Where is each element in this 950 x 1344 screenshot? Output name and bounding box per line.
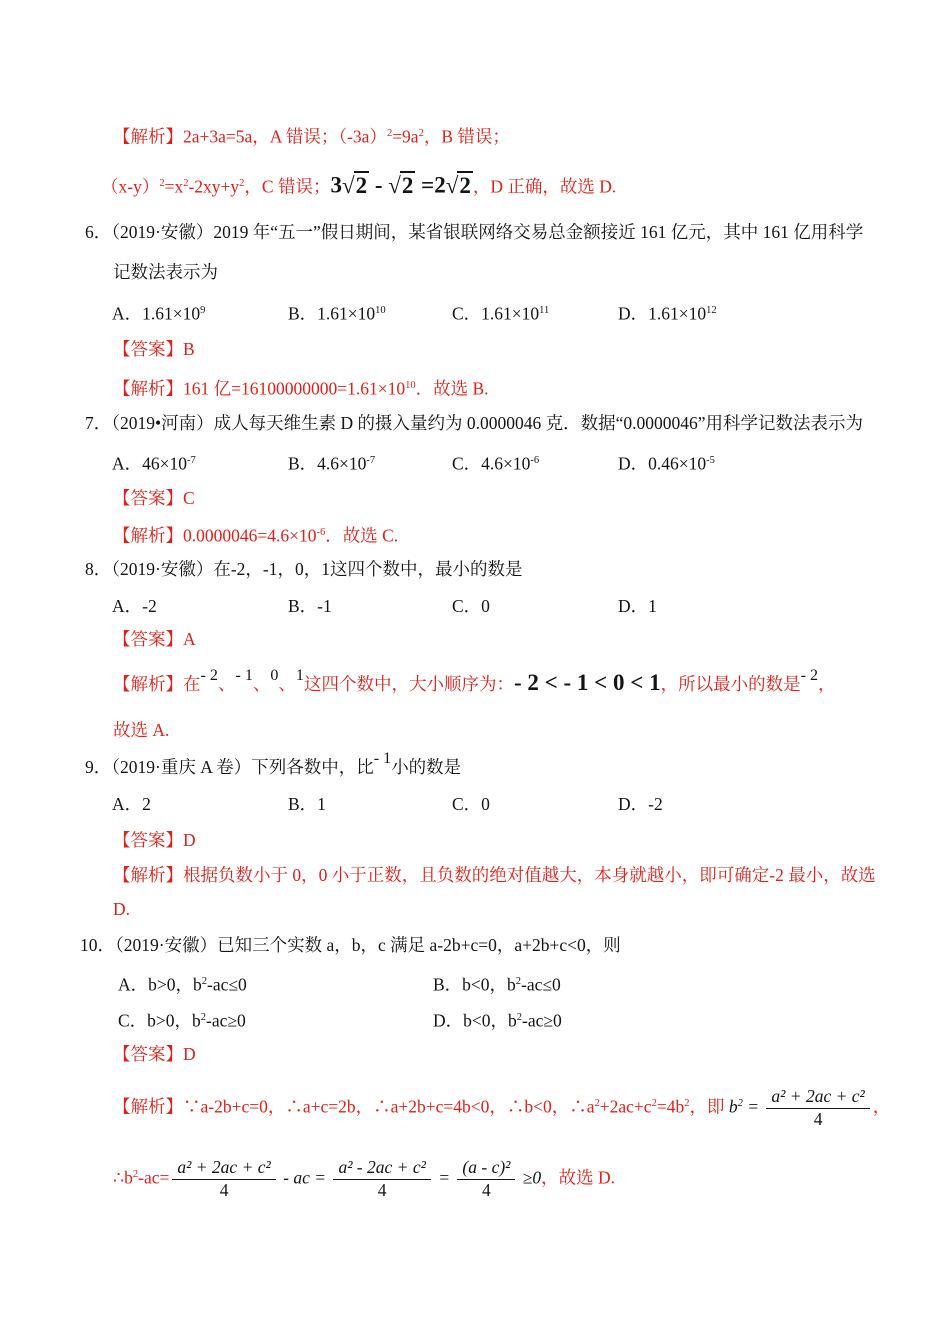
text-run: 9．（2019·重庆 A 卷）下列各数中，比 bbox=[85, 757, 374, 777]
q8-question: 8．（2019·安徽）在-2，-1，0，1这四个数中，最小的数是 bbox=[85, 559, 523, 579]
text-run: （x-y） bbox=[101, 176, 160, 197]
text-run: ，D 正确，故选 D. bbox=[472, 176, 617, 197]
q6-analysis bbox=[85, 368, 900, 404]
fraction-denominator: 4 bbox=[457, 1179, 515, 1201]
superscript: 2 bbox=[684, 1098, 690, 1109]
fraction-denominator: 4 bbox=[172, 1179, 275, 1201]
q10-option-b bbox=[433, 964, 561, 1003]
q6-option-c bbox=[452, 292, 549, 333]
text-run: +2ac+c bbox=[599, 1096, 652, 1117]
text-run: ，B 错误； bbox=[423, 126, 510, 147]
q10-options-row-1 bbox=[85, 964, 900, 1000]
superscript: -6 bbox=[530, 455, 540, 466]
text-run: 、 bbox=[278, 674, 296, 694]
text-run: 小的数是 bbox=[391, 757, 462, 777]
inline-math: - 1 bbox=[373, 750, 392, 767]
q7-analysis bbox=[85, 516, 900, 550]
fraction bbox=[172, 1158, 275, 1201]
text-run: -2xy+y bbox=[188, 176, 240, 197]
text-run: -ac≥0 bbox=[522, 1010, 562, 1031]
q10-question: 10．（2019·安徽）已知三个实数 a，b，c 满足 a-2b+c=0，a+2b+c<0，则 bbox=[80, 935, 621, 955]
inline-math: - 2 bbox=[800, 667, 819, 684]
q7-question: 7．（2019•河南）成人每天维生素 D 的摄入量约为 0.0000046 克．数据“0.0000046”用科学记数法表示为 bbox=[85, 413, 864, 433]
text-run: 【解析】∵a-2b+c=0，∴a+c=2b，∴a+2b+c=4b<0，∴b<0，∴a bbox=[113, 1096, 595, 1117]
superscript: 2 bbox=[159, 178, 165, 189]
text-run: 、 bbox=[252, 674, 271, 694]
text-run: 【解析】在 bbox=[113, 674, 201, 694]
text-run: B．4.6×10 bbox=[288, 453, 367, 474]
q10-option-d bbox=[433, 1000, 562, 1039]
text-run: - bbox=[369, 172, 389, 198]
superscript: 12 bbox=[706, 305, 717, 316]
q7-option-d bbox=[618, 442, 715, 483]
text-run: 这四个数中，大小顺序为： bbox=[303, 674, 514, 694]
radical-sign-icon: √ bbox=[388, 172, 401, 198]
q10-options-row-2 bbox=[85, 1000, 900, 1036]
text-run: ，故选 D. bbox=[541, 1167, 616, 1188]
q10-analysis-line-2 bbox=[85, 1136, 900, 1214]
q8-option-c: C．0 bbox=[452, 596, 490, 616]
text-run: -ac≥0 bbox=[206, 1010, 246, 1031]
q9-option-b: B．1 bbox=[288, 794, 326, 814]
q5-analysis-line-1 bbox=[85, 112, 900, 156]
superscript: -7 bbox=[366, 455, 376, 466]
text-run: D．1.61×10 bbox=[618, 303, 707, 324]
text-run: 【解析】2a+3a=5a，A 错误；（-3a） bbox=[113, 126, 387, 147]
text-run: ， bbox=[872, 1096, 891, 1117]
q10-option-a bbox=[118, 964, 247, 1003]
q9-answer: 【答案】D bbox=[113, 830, 196, 850]
text-run: ，C 错误； bbox=[244, 176, 331, 197]
text-run: A．b>0，b bbox=[118, 974, 202, 995]
radicand: 2 bbox=[459, 172, 471, 198]
text-run: C．b>0，b bbox=[118, 1010, 201, 1031]
text-run: =2 bbox=[415, 172, 446, 198]
superscript: 10 bbox=[405, 380, 416, 391]
q8-option-d: D．1 bbox=[618, 596, 657, 616]
text-run: =9a bbox=[392, 126, 419, 147]
square-root-expression bbox=[388, 173, 415, 198]
q9-options-row bbox=[85, 786, 900, 822]
fraction bbox=[766, 1087, 869, 1130]
text-run: 3 bbox=[330, 172, 342, 198]
text-run: ．故选 B. bbox=[415, 378, 489, 399]
fraction-numerator: a² + 2ac + c² bbox=[771, 1085, 865, 1106]
text-run: C．1.61×10 bbox=[452, 303, 540, 324]
text-run: ， bbox=[818, 674, 836, 694]
text-run: - ac = bbox=[278, 1167, 331, 1188]
q10-analysis-line-1 bbox=[85, 1072, 900, 1136]
superscript: 9 bbox=[200, 305, 206, 316]
superscript: 2 bbox=[239, 178, 245, 189]
fraction-denominator: 4 bbox=[333, 1179, 430, 1201]
q7-answer: 【答案】C bbox=[113, 488, 195, 508]
fraction-numerator: (a - c)² bbox=[462, 1156, 511, 1177]
text-run: ，即 bbox=[689, 1096, 729, 1117]
superscript: 2 bbox=[594, 1098, 600, 1109]
q6-options-row bbox=[85, 292, 900, 330]
radical-sign-icon: √ bbox=[445, 172, 459, 198]
superscript: 2 bbox=[183, 178, 189, 189]
text-run: =4b bbox=[656, 1096, 685, 1117]
superscript: 2 bbox=[200, 1012, 207, 1023]
text-run: D．b<0，b bbox=[433, 1010, 517, 1031]
fraction-numerator: a² - 2ac + c² bbox=[338, 1156, 426, 1177]
q6-question-line-1: 6．（2019·安徽）2019 年“五一”假日期间，某省银联网络交易总金额接近 161 亿元，其中 161 亿用科学 bbox=[85, 222, 864, 242]
text-run: = bbox=[433, 1167, 455, 1188]
q8-answer: 【答案】A bbox=[113, 629, 196, 649]
superscript: 2 bbox=[386, 128, 393, 139]
inline-math: - 1 bbox=[235, 667, 253, 684]
q6-option-b bbox=[288, 292, 386, 333]
q9-option-a: A．2 bbox=[112, 794, 151, 814]
q8-options-row bbox=[85, 588, 900, 624]
q7-option-c bbox=[452, 442, 539, 483]
text-run: C．4.6×10 bbox=[452, 453, 531, 474]
square-root-expression bbox=[342, 173, 369, 198]
superscript: 2 bbox=[651, 1098, 657, 1109]
q5-analysis-line-2 bbox=[85, 156, 900, 212]
text-run: ．故选 C. bbox=[325, 525, 399, 546]
q6-option-d bbox=[618, 292, 717, 333]
superscript: 11 bbox=[539, 305, 550, 316]
q6-question-line-2: 记数法表示为 bbox=[113, 262, 218, 282]
fraction-numerator: a² + 2ac + c² bbox=[177, 1156, 271, 1177]
fraction bbox=[457, 1158, 515, 1201]
q7-options-row bbox=[85, 442, 900, 480]
q10-option-c bbox=[118, 1000, 246, 1039]
text-run: 、 bbox=[217, 674, 236, 694]
fraction-denominator: 4 bbox=[766, 1108, 869, 1130]
text-run: B．b<0，b bbox=[433, 974, 516, 995]
superscript: 2 bbox=[418, 128, 424, 139]
text-run: B．1.61×10 bbox=[288, 303, 376, 324]
fraction bbox=[333, 1158, 430, 1201]
radicand: 2 bbox=[355, 172, 368, 198]
q9-analysis-line-2: D. bbox=[113, 899, 131, 919]
q10-answer: 【答案】D bbox=[113, 1044, 196, 1064]
q7-option-b bbox=[288, 442, 375, 483]
text-run: -ac≤0 bbox=[207, 974, 247, 995]
text-run: -ac= bbox=[138, 1167, 170, 1188]
q7-option-a bbox=[112, 442, 196, 483]
inline-math: 1 bbox=[295, 667, 304, 684]
text-run: - 2 < - 1 < 0 < 1 bbox=[513, 670, 661, 695]
text-run: ，所以最小的数是 bbox=[660, 674, 801, 694]
text-run: 【解析】0.0000046=4.6×10 bbox=[113, 525, 317, 546]
text-run: =x bbox=[164, 176, 184, 197]
superscript: 2 bbox=[515, 976, 522, 987]
superscript: -5 bbox=[706, 455, 715, 466]
text-run: b bbox=[728, 1096, 738, 1117]
radical-sign-icon: √ bbox=[341, 172, 355, 198]
superscript: 2 bbox=[516, 1012, 523, 1023]
inline-math: 0 bbox=[270, 667, 279, 684]
superscript: 2 bbox=[737, 1098, 743, 1109]
text-run: ∴b bbox=[113, 1167, 133, 1188]
text-run: D．0.46×10 bbox=[618, 453, 707, 474]
superscript: -6 bbox=[316, 527, 326, 538]
q9-option-d: D．-2 bbox=[618, 794, 663, 814]
superscript: 2 bbox=[201, 976, 208, 987]
q8-analysis-line-2: 故选 A. bbox=[113, 720, 170, 740]
text-run: ≥0 bbox=[518, 1167, 542, 1188]
q8-option-b: B．-1 bbox=[288, 596, 332, 616]
q6-option-a bbox=[112, 292, 205, 333]
square-root-expression bbox=[446, 173, 473, 198]
q8-option-a: A．-2 bbox=[112, 596, 157, 616]
q9-question bbox=[85, 748, 900, 786]
document-body bbox=[80, 112, 900, 1214]
text-run: A．1.61×10 bbox=[112, 303, 201, 324]
superscript: 2 bbox=[132, 1169, 139, 1180]
text-run: = bbox=[742, 1096, 764, 1117]
superscript: -7 bbox=[187, 455, 196, 466]
q6-answer: 【答案】B bbox=[113, 339, 195, 359]
text-run: 【解析】161 亿=16100000000=1.61×10 bbox=[113, 378, 406, 399]
q9-option-c: C．0 bbox=[452, 794, 490, 814]
text-run: -ac≤0 bbox=[521, 974, 561, 995]
radicand: 2 bbox=[401, 172, 414, 198]
inline-math: - 2 bbox=[200, 667, 218, 684]
q8-analysis-line-1 bbox=[85, 654, 900, 712]
q9-analysis-line-1: 【解析】根据负数小于 0，0 小于正数，且负数的绝对值越大，本身就越小，即可确定-2 最小，故选 bbox=[113, 865, 876, 885]
text-run: A．46×10 bbox=[112, 453, 188, 474]
superscript: 10 bbox=[375, 305, 386, 316]
